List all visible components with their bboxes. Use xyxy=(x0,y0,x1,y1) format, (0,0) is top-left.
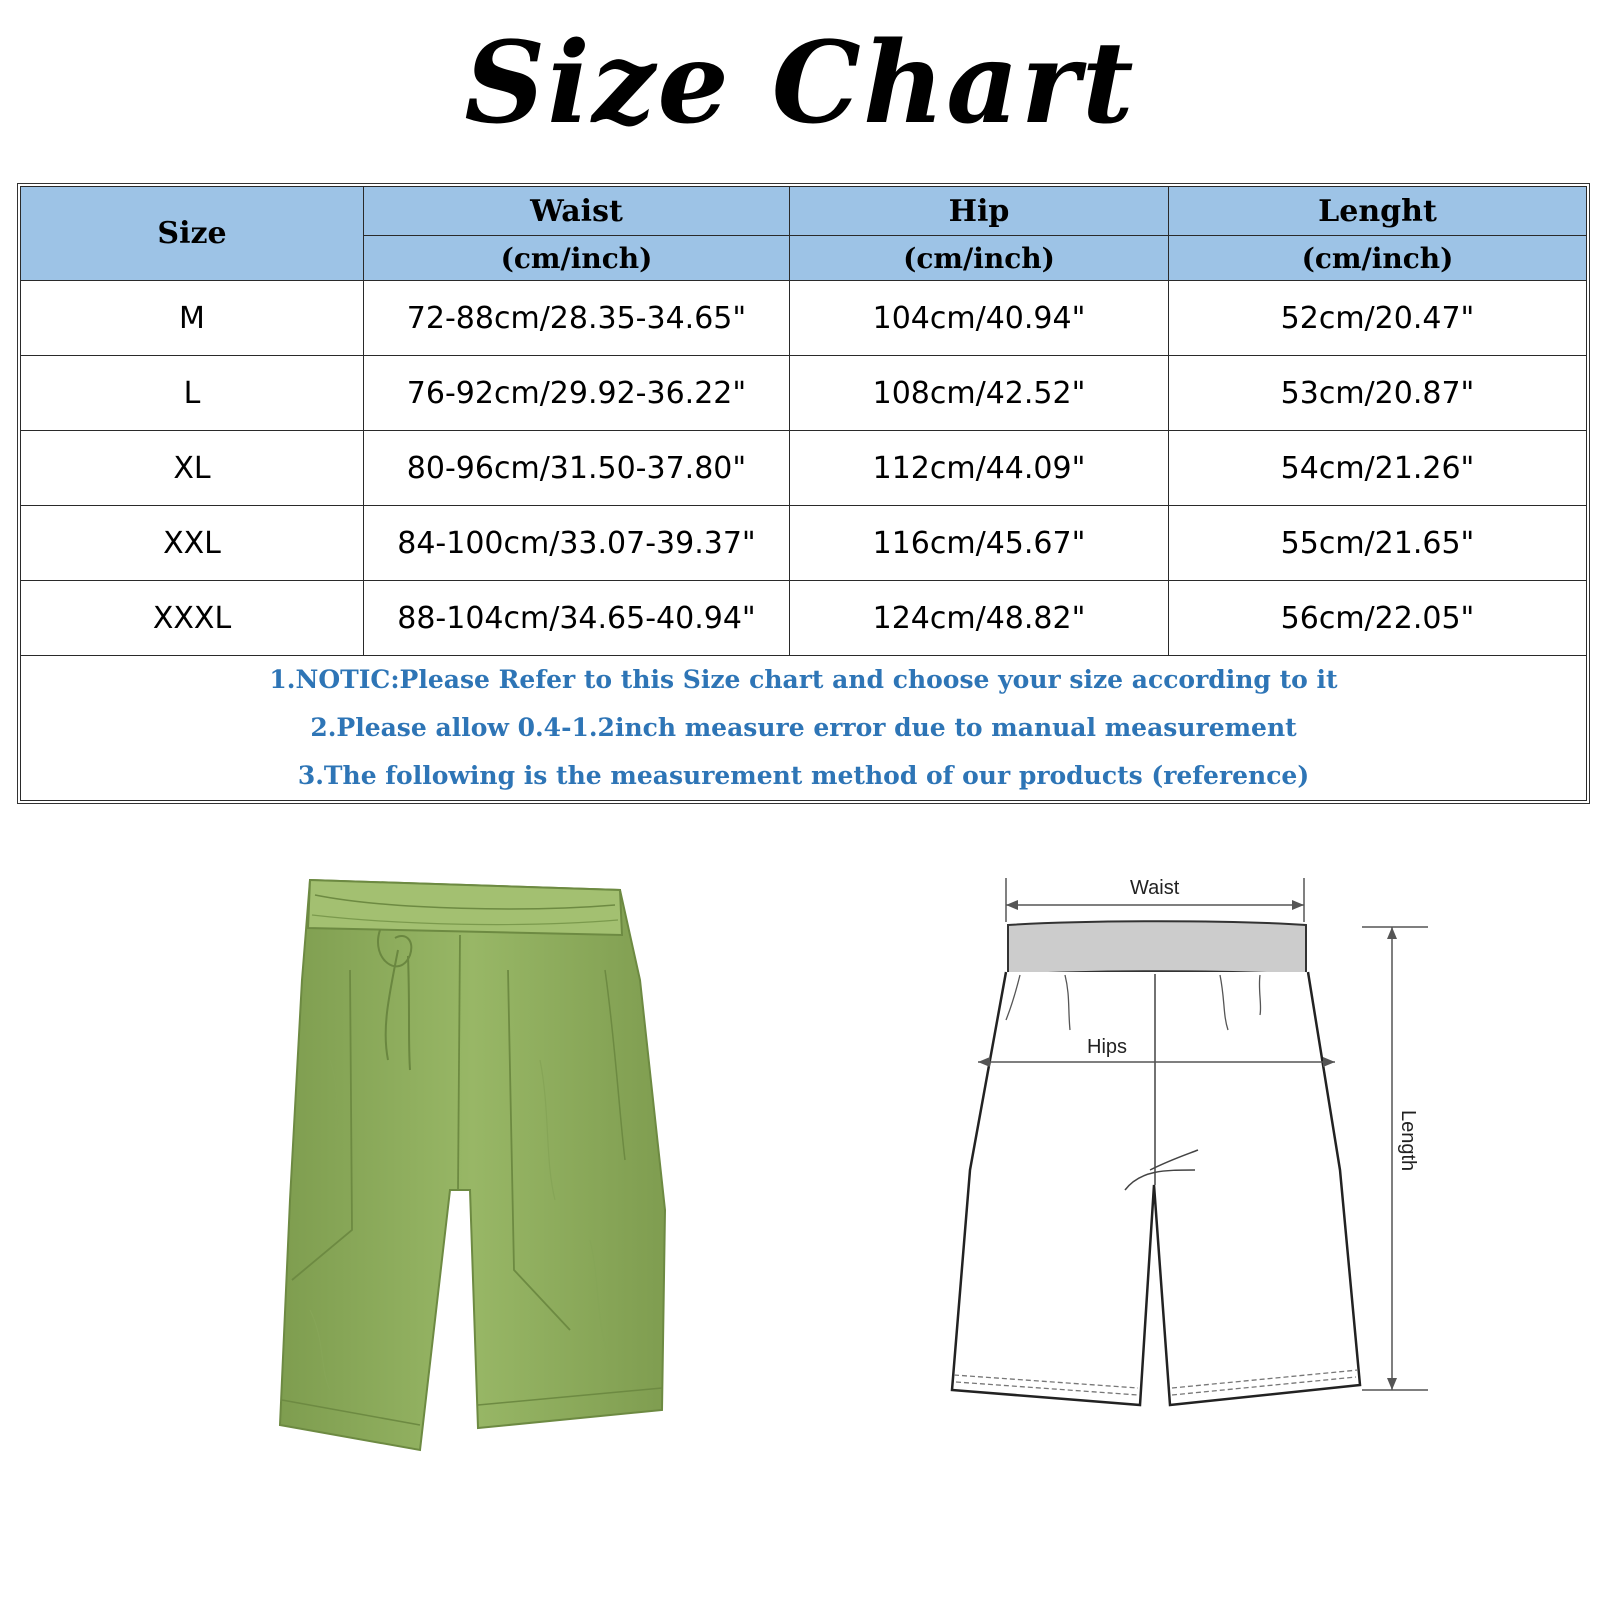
hip-cell: 108cm/42.52" xyxy=(790,356,1169,431)
length-cell: 53cm/20.87" xyxy=(1169,356,1587,431)
hip-cell: 124cm/48.82" xyxy=(790,581,1169,656)
page-title: Size Chart xyxy=(464,18,1136,149)
measurement-diagram xyxy=(940,870,1460,1450)
waist-cell: 72-88cm/28.35-34.65" xyxy=(364,281,790,356)
waist-unit-header: (cm/inch) xyxy=(364,236,790,281)
length-column-header: Lenght xyxy=(1169,187,1587,236)
note-line: 2.Please allow 0.4-1.2inch measure error due to manual measurement xyxy=(310,713,1297,742)
length-cell: 54cm/21.26" xyxy=(1169,431,1587,506)
table-row xyxy=(21,356,1587,431)
waist-column-header: Waist xyxy=(364,187,790,236)
table-row xyxy=(21,281,1587,356)
size-cell: XXXL xyxy=(21,581,364,656)
table-row xyxy=(21,506,1587,581)
size-cell: XXL xyxy=(21,506,364,581)
size-cell: L xyxy=(21,356,364,431)
waist-cell: 76-92cm/29.92-36.22" xyxy=(364,356,790,431)
length-label: Length xyxy=(1397,1110,1419,1172)
size-column-header: Size xyxy=(21,187,364,281)
length-cell: 55cm/21.65" xyxy=(1169,506,1587,581)
length-cell: 56cm/22.05" xyxy=(1169,581,1587,656)
table-row xyxy=(21,431,1587,506)
note-line: 3.The following is the measurement method of our products (reference) xyxy=(297,761,1310,790)
waist-label: Waist xyxy=(1130,877,1180,899)
hips-label: Hips xyxy=(1087,1036,1128,1058)
hip-cell: 116cm/45.67" xyxy=(790,506,1169,581)
length-unit-header: (cm/inch) xyxy=(1169,236,1587,281)
note-line: 1.NOTIC:Please Refer to this Size chart and choose your size according to it xyxy=(269,665,1338,694)
hip-cell: 112cm/44.09" xyxy=(790,431,1169,506)
waist-cell: 84-100cm/33.07-39.37" xyxy=(364,506,790,581)
hip-column-header: Hip xyxy=(790,187,1169,236)
hip-cell: 104cm/40.94" xyxy=(790,281,1169,356)
waist-cell: 80-96cm/31.50-37.80" xyxy=(364,431,790,506)
size-table xyxy=(20,186,1587,801)
length-cell: 52cm/20.47" xyxy=(1169,281,1587,356)
size-cell: XL xyxy=(21,431,364,506)
size-cell: M xyxy=(21,281,364,356)
notes-cell xyxy=(21,656,1587,801)
waist-cell: 88-104cm/34.65-40.94" xyxy=(364,581,790,656)
shorts-product-image xyxy=(270,860,700,1470)
hip-unit-header: (cm/inch) xyxy=(790,236,1169,281)
table-row xyxy=(21,581,1587,656)
